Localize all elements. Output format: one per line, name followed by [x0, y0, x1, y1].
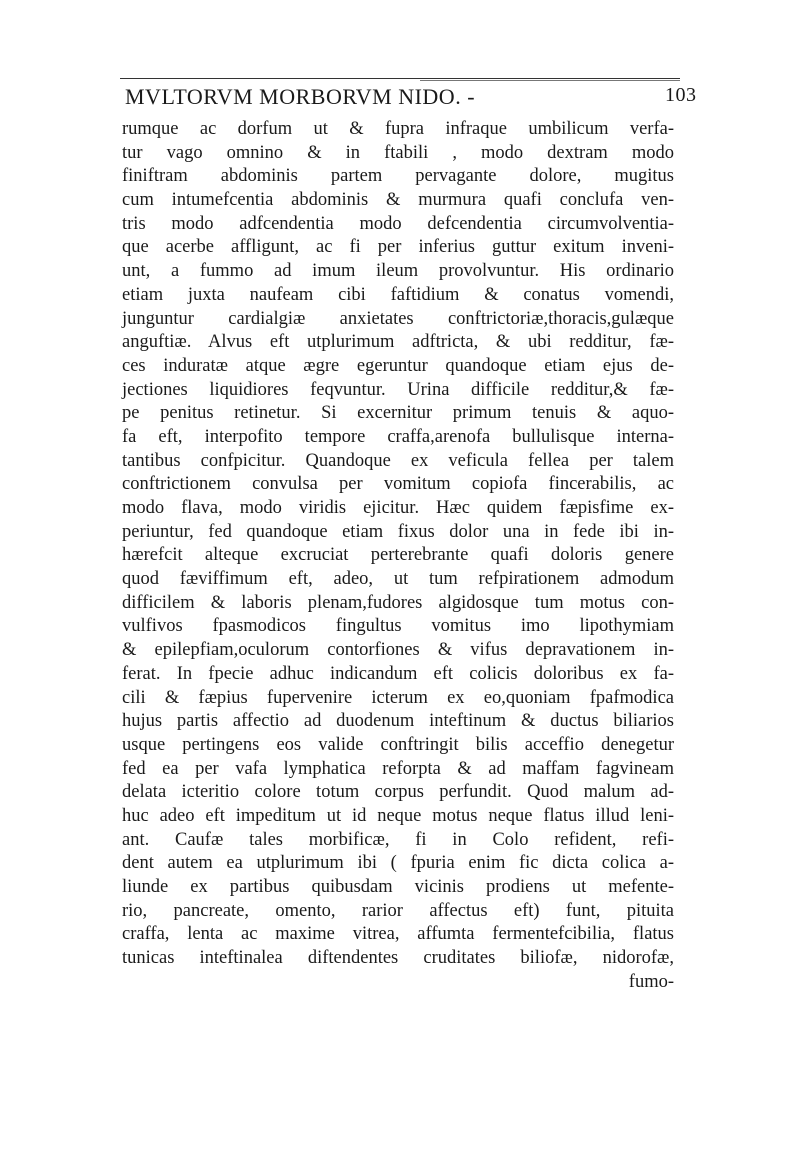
text-line: ferat. In fpecie adhuc indicandum eft colicis doloribus ex fa-: [122, 663, 674, 684]
text-line: rio, pancreate, omento, rarior affectus eft) funt, pituita: [122, 900, 674, 921]
text-line: dent autem ea utplurimum ibi ( fpuria enim fic dicta colica a-: [122, 853, 674, 874]
text-line: jectiones liquidiores feqvuntur. Urina difficile redditur,& fæ-: [122, 379, 674, 400]
header-rule: [120, 78, 680, 79]
text-line: & epilepfiam,oculorum contorfiones & vifus depravationem in-: [122, 640, 674, 661]
text-line: tur vago omnino & in ftabili , modo dextram modo: [122, 142, 674, 163]
text-line: ant. Caufæ tales morbificæ, fi in Colo refident, refi-: [122, 829, 674, 850]
text-line: vulfivos fpasmodicos fingultus vomitus imo lipothymiam: [122, 616, 674, 637]
text-line: etiam juxta naufeam cibi faftidium & conatus vomendi,: [122, 284, 674, 305]
running-head: MVLTORVM MORBORVM NIDO. -: [125, 84, 476, 109]
text-line: junguntur cardialgiæ anxietates conftrictoriæ,thoracis,gulæque: [122, 308, 674, 329]
text-line: delata icteritio colore totum corpus perfundit. Quod malum ad-: [122, 782, 674, 803]
text-line: unt, a fummo ad imum ileum provolvuntur. His ordinario: [122, 261, 674, 282]
text-line: liunde ex partibus quibusdam vicinis prodiens ut mefente-: [122, 877, 674, 897]
text-line: cili & fæpius fupervenire icterum ex eo,quoniam fpafmodica: [122, 687, 674, 708]
text-line: hærefcit alteque excruciat perterebrante quafi doloris genere: [122, 545, 674, 566]
text-line: que acerbe affligunt, ac fi per inferius guttur exitum inveni-: [122, 237, 674, 258]
text-line: craffa, lenta ac maxime vitrea, affumta fermentefcibilia, flatus: [122, 924, 674, 945]
text-line: conftrictionem convulsa per vomitum copiofa fincerabilis, ac: [122, 474, 674, 495]
text-line: periuntur, fed quandoque etiam fixus dolor una in fede ibi in-: [122, 521, 674, 542]
text-line: modo flava, modo viridis ejicitur. Hæc quidem fæpisfime ex-: [122, 498, 674, 518]
text-line: rumque ac dorfum ut & fupra infraque umbilicum verfa-: [122, 119, 674, 139]
text-line: difficilem & laboris plenam,fudores algidosque tum motus con-: [122, 592, 674, 613]
text-line: tunicas inteftinalea diftendentes cruditates biliofæ, nidorofæ,: [122, 948, 674, 969]
text-line: tris modo adfcendentia modo defcendentia circumvolventia-: [122, 213, 674, 234]
text-line: huc adeo eft impeditum ut id neque motus neque flatus illud leni-: [122, 805, 674, 826]
text-line: pe penitus retinetur. Si excernitur primum tenuis & aquo-: [122, 403, 674, 424]
header-rule-secondary: [420, 80, 680, 81]
text-line: fed ea per vafa lymphatica reforpta & ad maffam fagvineam: [122, 758, 674, 779]
text-line: fa eft, interpofito tempore craffa,arenofa bullulisque interna-: [122, 426, 674, 447]
text-line: hujus partis affectio ad duodenum inteftinum & ductus biliarios: [122, 711, 674, 732]
text-line: cum intumefcentia abdominis & murmura quafi conclufa ven-: [122, 190, 674, 211]
text-line: tantibus confpicitur. Quandoque ex veficula fellea per talem: [122, 450, 674, 471]
text-line: usque pertingens eos valide conftringit bilis acceffio denegetur: [122, 734, 674, 755]
text-line: finiftram abdominis partem pervagante dolore, mugitus: [122, 166, 674, 187]
page-number: 103: [665, 84, 697, 106]
text-line: ces induratæ atque ægre egeruntur quandoque etiam ejus de-: [122, 355, 674, 376]
text-line: quod fæviffimum eft, adeo, ut tum refpirationem admodum: [122, 569, 674, 590]
text-line: fumo-: [628, 971, 674, 992]
page-header: [125, 84, 800, 118]
body-text: [122, 118, 674, 994]
text-line: anguftiæ. Alvus eft utplurimum adftricta, & ubi redditur, fæ-: [122, 332, 674, 353]
